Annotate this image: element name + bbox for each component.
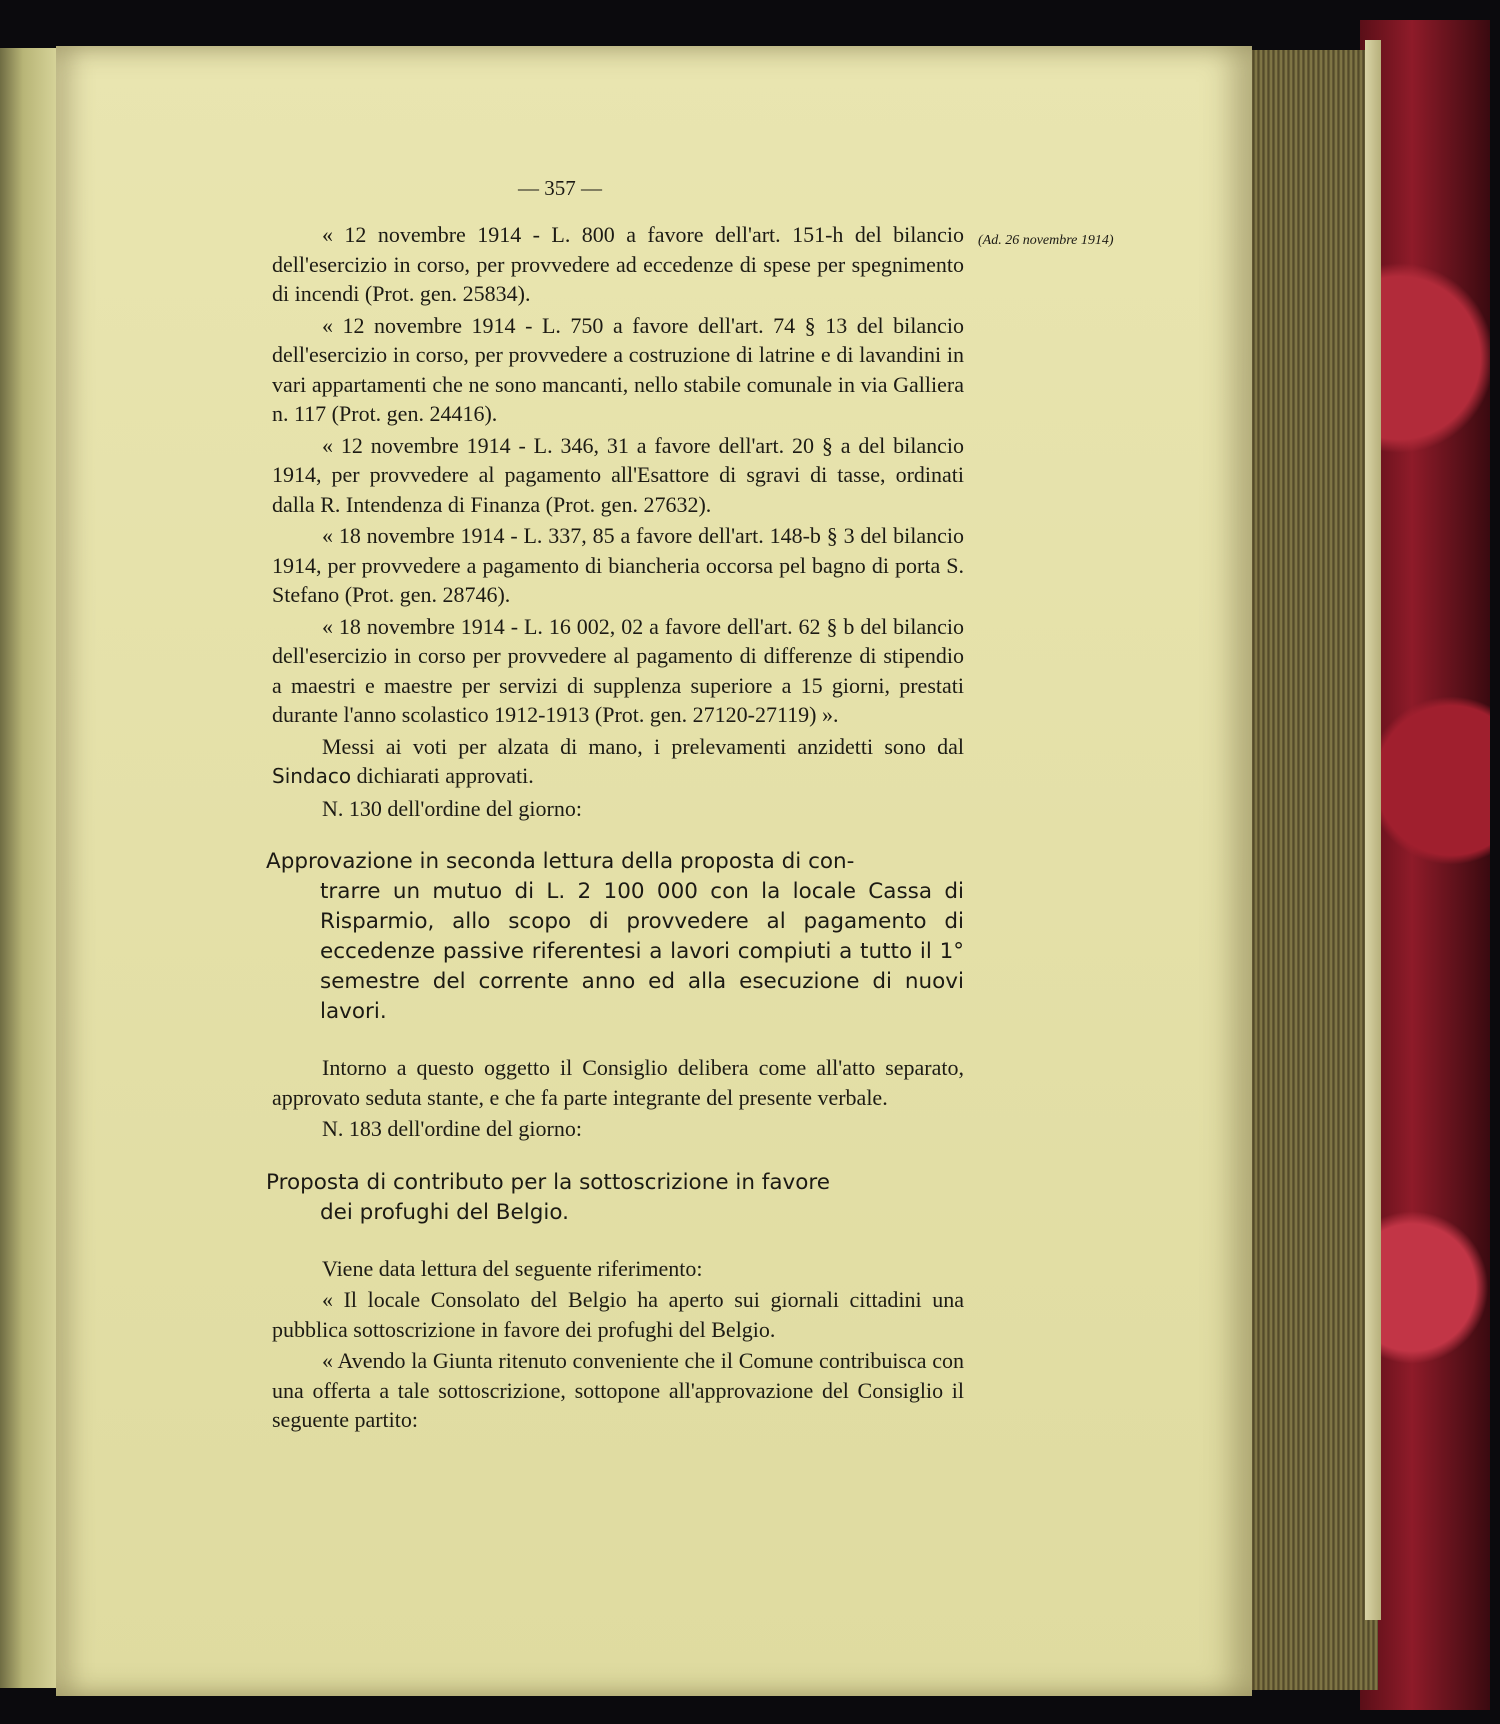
page-edge-highlight [1365,40,1381,1620]
paragraph: « 18 novembre 1914 - L. 16 002, 02 a favore dell'art. 62 § b del bilancio dell'esercizio in corso per provvedere al pagamento di differenze di stipendio a maestri e maestre per servizi di supplenza superiore a 15 giorni, prestati durante l'anno scolastico 1912-1913 (Prot. gen. 27120-27119) ». [272,613,964,727]
paragraph-text: Messi ai voti per alzata di mano, i prelevamenti anzidetti sono dal [322,733,964,759]
heading-continuation: dei profughi del Belgio. [320,1199,569,1225]
sindaco-word: Sindaco [272,764,352,788]
paragraph: Intorno a questo oggetto il Consiglio delibera come all'atto separato, approvato seduta stante, e che fa parte integrante del presente verbale. [272,1055,964,1110]
paragraph: « 12 novembre 1914 - L. 346, 31 a favore dell'art. 20 § a del bilancio 1914, per provvedere al pagamento all'Esattore di sgravi di tasse, ordinati dalla R. Intendenza di Finanza (Prot. gen. 27632). [272,432,964,517]
margin-note: (Ad. 26 novembre 1914) [978,233,1114,248]
paragraph: « Avendo la Giunta ritenuto conveniente che il Comune contribuisca con una offerta a tale sottoscrizione, sottopone all'approvazione del Consiglio il seguente partito: [272,1348,964,1432]
left-page-edge [0,48,58,1688]
paragraph: « 12 novembre 1914 - L. 800 a favore dell'art. 151-h del bilancio dell'esercizio in corso, per provvedere ad eccedenze di spese per spegnimento di incendi (Prot. gen. 25834). [272,222,964,306]
paragraph: « Il locale Consolato del Belgio ha aperto sui giornali cittadini una pubblica sottoscrizione in favore dei profughi del Belgio. [272,1287,964,1342]
paragraph: Viene data lettura del seguente riferimento: [322,1255,703,1281]
page-edges [1248,50,1378,1690]
agenda-item: N. 130 dell'ordine del giorno: [322,795,582,821]
paragraph-text: dichiarati approvati. [356,763,534,788]
paragraph: « 12 novembre 1914 - L. 750 a favore dell'art. 74 § 13 del bilancio dell'esercizio in corso, per provvedere a costruzione di latrine e di lavandini in vari appartamenti che ne sono mancanti, nello stabile comunale in via Galliera n. 117 (Prot. gen. 24416). [272,312,964,426]
paragraph [272,732,964,792]
page-number: — 357 — [518,176,602,200]
heading-continuation: trarre un mutuo di L. 2 100 000 con la locale Cassa di Risparmio, allo scopo di provvedere al pagamento di eccedenze passive riferentesi a lavori compiuti a tutto il 1° semestre del corrente anno ed alla esecuzione di nuovi lavori. [320,879,964,1024]
section-heading [266,1168,964,1228]
section-heading [266,847,964,1027]
page-body [266,220,964,1435]
heading-line: Proposta di contributo per la sottoscrizione in favore [266,1169,831,1195]
agenda-item: N. 183 dell'ordine del giorno: [322,1116,582,1141]
paragraph: « 18 novembre 1914 - L. 337, 85 a favore dell'art. 148-b § 3 del bilancio 1914, per provvedere a pagamento di biancheria occorsa pel bagno di porta S. Stefano (Prot. gen. 28746). [272,523,964,607]
heading-line: Approvazione in seconda lettura della proposta di con- [266,849,855,874]
